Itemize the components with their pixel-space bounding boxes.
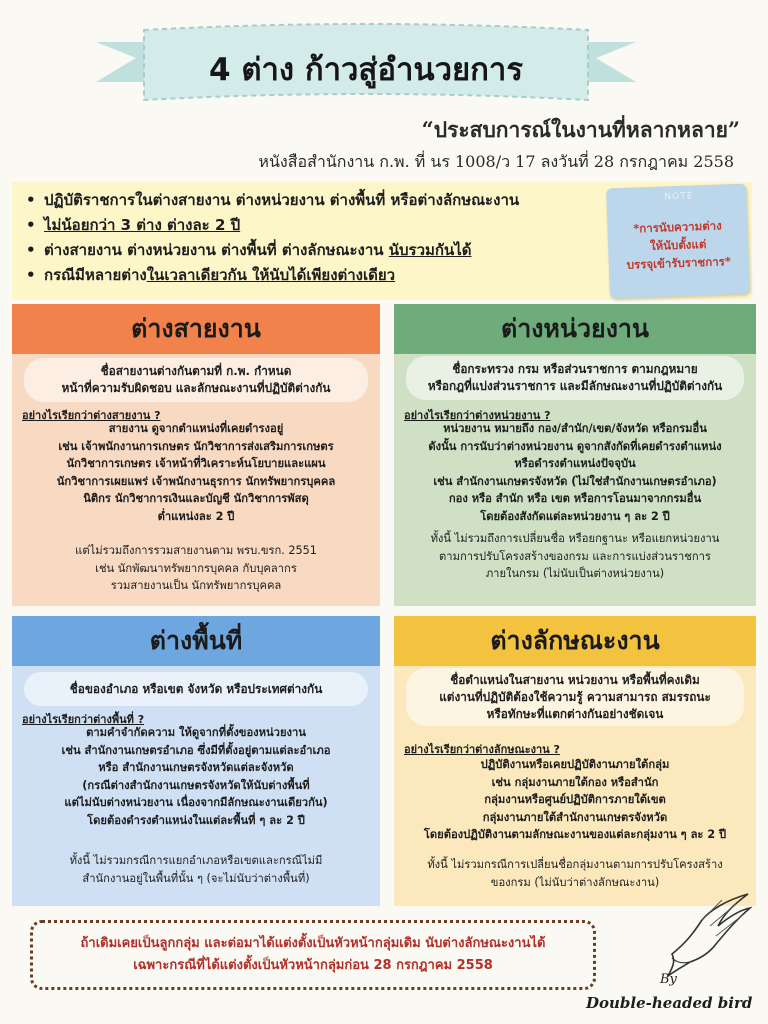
note-line: ของกรม (ไม่นับว่าต่างลักษณะงาน) (490, 875, 660, 889)
card-definition (24, 672, 368, 706)
body-line: แต่ไม่นับต่างหน่วยงาน เนื่องจากมีลักษณะงานเดียวกัน) (64, 796, 328, 810)
bird-icon (632, 892, 752, 982)
definition-line: แต่งานที่ปฏิบัติต้องใช้ความรู้ ความสามารถ สมรรถนะ (439, 689, 711, 704)
card-question: อย่างไรเรียกว่าต่างหน่วยงาน ? (404, 409, 551, 422)
card-note (398, 530, 752, 583)
footer-note-box (30, 920, 596, 990)
card-definition (406, 668, 744, 726)
card-title: ต่างสายงาน (12, 304, 380, 354)
rule-text: กรณีมีหลายต่าง (44, 266, 147, 284)
body-line: โดยต้องสังกัดแต่ละหน่วยงาน ๆ ละ 2 ปี (480, 509, 670, 523)
card-different-unit (394, 304, 756, 606)
rule-text: ต่างสายงาน ต่างหน่วยงาน ต่างพื้นที่ ต่างลักษณะงาน (44, 241, 389, 259)
bullet: • (26, 266, 36, 284)
note-card (606, 184, 750, 299)
note-line: ตามการปรับโครงสร้างของกรม และการแบ่งส่วนราชการ (439, 549, 711, 563)
note-line: รวมสายงานเป็น นักทรัพยากรบุคคล (110, 579, 282, 593)
card-title: ต่างพื้นที่ (12, 616, 380, 666)
body-line: โดยต้องปฏิบัติงานตามลักษณะงานของแต่ละกลุ่มงาน ๆ ละ 2 ปี (423, 828, 727, 842)
card-definition (24, 358, 368, 402)
card-question: อย่างไรเรียกว่าต่างสายงาน ? (22, 409, 161, 422)
body-line: สายงาน ดูจากตำแหน่งที่เคยดำรงอยู่ (108, 422, 284, 435)
note-line: ทั้งนี้ ไม่รวมกรณีการเปลี่ยนชื่อกลุ่มงานตามการปรับโครงสร้าง (427, 858, 723, 871)
footer-line: เฉพาะกรณีที่ได้แต่งตั้งเป็นหัวหน้ากลุ่มก่อน 28 กรกฎาคม 2558 (133, 958, 493, 973)
body-line: นิติกร นักวิชาการเงินและบัญชี นักวิชาการพัสดุ (83, 492, 309, 506)
card-note (16, 852, 376, 887)
body-line: หน่วยงาน หมายถึง กอง/สำนัก/เขต/จังหวัด หรือกรมอื่น (443, 422, 707, 435)
body-line: ตามคำจำกัดความ ให้ดูจากที่ตั้งของหน่วยงาน (86, 726, 306, 739)
card-body (398, 756, 752, 844)
rule-text: ปฏิบัติราชการในต่างสายงาน ต่างหน่วยงาน ต่างพื้นที่ หรือต่างลักษณะงาน (44, 191, 520, 209)
note-line: เช่น นักพัฒนาทรัพยากรบุคคล กับบุคลากร (95, 561, 297, 575)
note-line: ทั้งนี้ ไม่รวมถึงการเปลี่ยนชื่อ หรือยกฐานะ หรือแยกหน่วยงาน (430, 532, 720, 545)
rule-text: ไม่น้อยกว่า 3 ต่าง ต่างละ 2 ปี (44, 216, 241, 234)
bullet: • (26, 191, 36, 209)
card-body (398, 420, 752, 526)
page-title: 4 ต่าง ก้าวสู่อำนวยการ (209, 52, 523, 88)
note-line: ภายในกรม (ไม่นับเป็นต่างหน่วยงาน) (485, 567, 665, 581)
definition-line: หน้าที่ความรับผิดชอบ และลักษณะงานที่ปฏิบัติต่างกัน (61, 381, 331, 395)
credit-name: Double-headed bird (586, 994, 753, 1012)
definition-line: ชื่อตำแหน่งในสายงาน หน่วยงาน หรือพื้นที่คงเดิม (450, 672, 700, 687)
body-line: กลุ่มงานหรือศูนย์ปฏิบัติการภายใต้เขต (484, 793, 666, 807)
body-line: กลุ่มงานภายใต้สำนักงานเกษตรจังหวัด (482, 810, 668, 824)
body-line: เช่น สำนักงานเกษตรอำเภอ ซึ่งมีที่ตั้งอยู่ตามแต่ละอำเภอ (61, 743, 331, 757)
card-body (16, 724, 376, 830)
note-line: แต่ไม่รวมถึงการรวมสายงานตาม พรบ.ขรก. 2551 (75, 544, 317, 557)
note-text (611, 216, 745, 275)
card-note (16, 542, 376, 595)
bullet: • (26, 241, 36, 259)
credit-by: By (660, 972, 677, 987)
bullet: • (26, 216, 36, 234)
card-definition (406, 356, 744, 400)
card-note (398, 856, 752, 891)
body-line: กอง หรือ สำนัก หรือ เขต หรือการโอนมาจากกรมอื่น (448, 492, 702, 506)
card-different-job-nature (394, 616, 756, 906)
note-line: ทั้งนี้ ไม่รวมกรณีการแยกอำเภอหรือเขตและกรณีไม่มี (69, 854, 323, 867)
definition-line: ชื่อของอำเภอ หรือเขต จังหวัด หรือประเทศต่างกัน (69, 681, 323, 696)
card-title: ต่างลักษณะงาน (394, 616, 756, 666)
card-body (16, 420, 376, 526)
card-different-area (12, 616, 380, 906)
body-line: (กรณีต่างสำนักงานเกษตรจังหวัดให้นับต่างพื้นที่ (82, 778, 310, 792)
note-heading: NOTE (664, 191, 694, 203)
note-line: สำนักงานอยู่ในพื้นที่นั้น ๆ (จะไม่นับว่าต่างพื้นที่) (82, 871, 310, 885)
card-question: อย่างไรเรียกว่าต่างพื้นที่ ? (22, 713, 145, 726)
card-different-field (12, 304, 380, 606)
reference-line: หนังสือสำนักงาน ก.พ. ที่ นร 1008/ว 17 ลงวันที่ 28 กรกฎาคม 2558 (258, 152, 734, 171)
definition-line: หรือกฎที่แบ่งส่วนราชการ และมีลักษณะงานที่ปฏิบัติต่างกัน (427, 379, 723, 393)
note-line: *การนับความต่าง (633, 218, 722, 236)
body-line: หรือดำรงตำแหน่งปัจจุบัน (514, 457, 636, 471)
body-line: ดังนั้น การนับว่าต่างหน่วยงาน ดูจากสังกัดที่เคยดำรงตำแหน่ง (428, 439, 722, 453)
card-title: ต่างหน่วยงาน (394, 304, 756, 354)
body-line: เช่น กลุ่มงานภายใต้กอง หรือสำนัก (491, 775, 659, 789)
footer-line: ถ้าเดิมเคยเป็นลูกกลุ่ม และต่อมาได้แต่งตั้งเป็นหัวหน้ากลุ่มเดิม นับต่างลักษณะงานได้ (80, 936, 546, 951)
note-line: บรรจุเข้ารับราชการ* (626, 254, 732, 272)
body-line: ต่ำแหน่งละ 2 ปี (157, 509, 235, 523)
rule-text-emphasis: นับรวมกันได้ (388, 241, 472, 259)
body-line: นักวิชาการเผยแพร่ เจ้าพนักงานธุรการ นักทรัพยากรบุคคล (56, 474, 336, 488)
rule-text-emphasis: ในเวลาเดียวกัน ให้นับได้เพียงต่างเดียว (146, 266, 396, 284)
definition-line: ชื่อกระทรวง กรม หรือส่วนราชการ ตามกฎหมาย (452, 362, 698, 376)
note-line: ให้นับตั้งแต่ (649, 237, 707, 253)
subtitle-quote: “ประสบการณ์ในงานที่หลากหลาย” (421, 117, 740, 142)
definition-line: ชื่อสายงานต่างกันตามที่ ก.พ. กำหนด (100, 364, 292, 378)
card-question: อย่างไรเรียกว่าต่างลักษณะงาน ? (404, 743, 560, 756)
body-line: หรือ สำนักงานเกษตรจังหวัดแต่ละจังหวัด (98, 761, 294, 775)
body-line: เช่น เจ้าพนักงานการเกษตร นักวิชาการส่งเสริมการเกษตร (58, 439, 334, 453)
body-line: นักวิชาการเกษตร เจ้าหน้าที่วิเคราะห์นโยบายและแผน (66, 457, 326, 471)
body-line: เช่น สำนักงานเกษตรจังหวัด (ไม่ใช่สำนักงานเกษตรอำเภอ) (433, 474, 717, 488)
body-line: ปฏิบัติงานหรือเคยปฏิบัติงานภายใต้กลุ่ม (480, 758, 670, 771)
definition-line: หรือทักษะที่แตกต่างกันอย่างชัดเจน (486, 706, 664, 721)
body-line: โดยต้องดำรงตำแหน่งในแต่ละพื้นที่ ๆ ละ 2 ปี (87, 813, 305, 827)
